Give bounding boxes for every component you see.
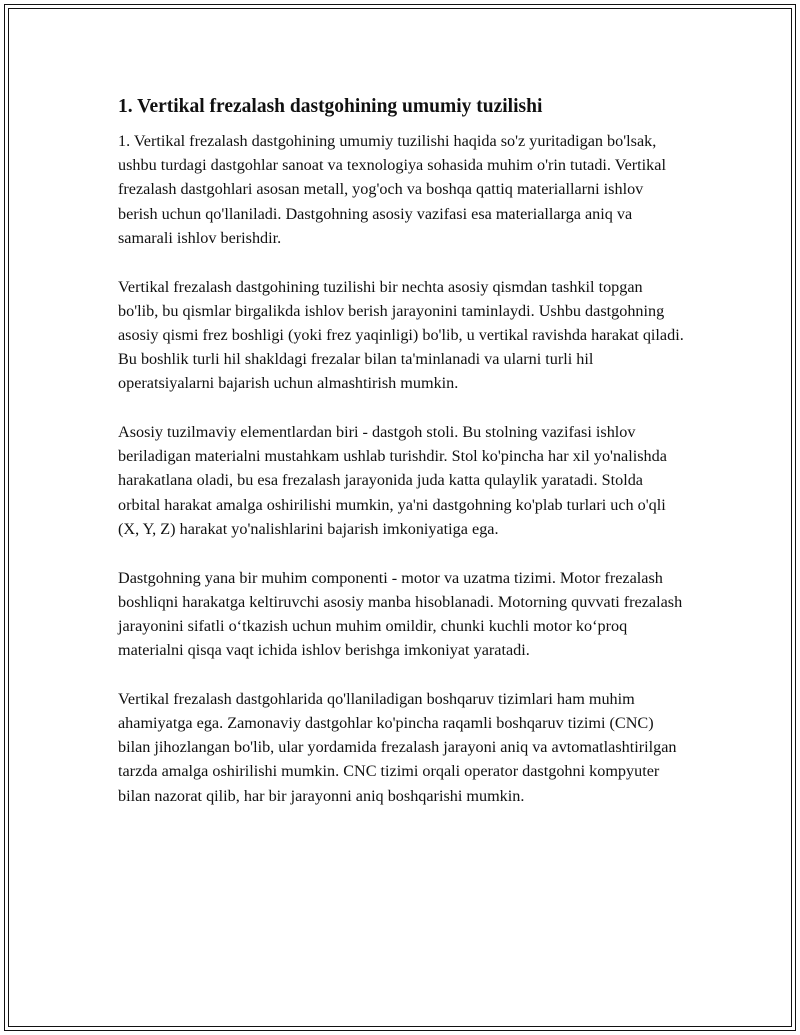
- document-title: 1. Vertikal frezalash dastgohining umumiy tuzilishi: [118, 96, 543, 117]
- paragraph-control: Vertikal frezalash dastgohlarida qo'llaniladigan boshqaruv tizimlari ham muhim ahamiyatga ega. Zamonaviy dastgohlar ko'pincha raqamli boshqaruv tizimi (CNC) bilan jihozlangan bo'lib, ular yordamida frezalash jarayoni aniq va avtomatlashtirilgan tarzda amalga oshirilishi mumkin. CNC tizimi orqali operator dastgohni kompyuter bilan nazorat qilib, har bir jarayonni aniq boshqarishi mumkin.: [118, 689, 677, 805]
- paragraph-motor: Dastgohning yana bir muhim componenti - motor va uzatma tizimi. Motor frezalash boshliqni harakatga keltiruvchi asosiy manba hisoblanadi. Motorning quvvati frezalash jarayonini sifatli o‘tkazish uchun muhim omildir, chunki kuchli motor ko‘proq materialni qisqa vaqt ichida ishlov berishga imkoniyat yaratadi.: [118, 568, 683, 660]
- paragraph-structure: Vertikal frezalash dastgohining tuzilishi bir nechta asosiy qismdan tashkil topgan bo'lib, bu qismlar birgalikda ishlov berish jarayonini taminlaydi. Ushbu dastgohning asosiy qismi frez boshligi (yoki frez yaqinligi) bo'lib, u vertikal ravishda harakat qiladi. Bu boshlik turli hil shakldagi frezalar bilan ta'minlanadi va ularni turli hil operatsiyalarni bajarish uchun almashtirish mumkin.: [118, 277, 684, 393]
- paragraph-table: Asosiy tuzilmaviy elementlardan biri - dastgoh stoli. Bu stolning vazifasi ishlov beriladigan materialni mustahkam ushlab turishdir. Stol ko'pincha har xil yo'nalishda harakatlana oladi, bu esa frezalash jarayonida juda katta qulaylik yaratadi. Stolda orbital harakat amalga oshirilishi mumkin, ya'ni dastgohning ko'plab turlari uch o'qli (X, Y, Z) harakat yo'nalishlarini bajarish imkoniyatiga ega.: [118, 423, 667, 538]
- document-body: [118, 95, 686, 832]
- paragraph-intro: 1. Vertikal frezalash dastgohining umumiy tuzilishi haqida so'z yuritadigan bo'lsak, ushbu turdagi dastgohlar sanoat va texnologiya sohasida muhim o'rin tutadi. Vertikal frezalash dastgohlari asosan metall, yog'och va boshqa qattiq materiallarni ishlov berish uchun qo'llaniladi. Dastgohning asosiy vazifasi esa materiallarga aniq va samarali ishlov berishdir.: [118, 132, 666, 247]
